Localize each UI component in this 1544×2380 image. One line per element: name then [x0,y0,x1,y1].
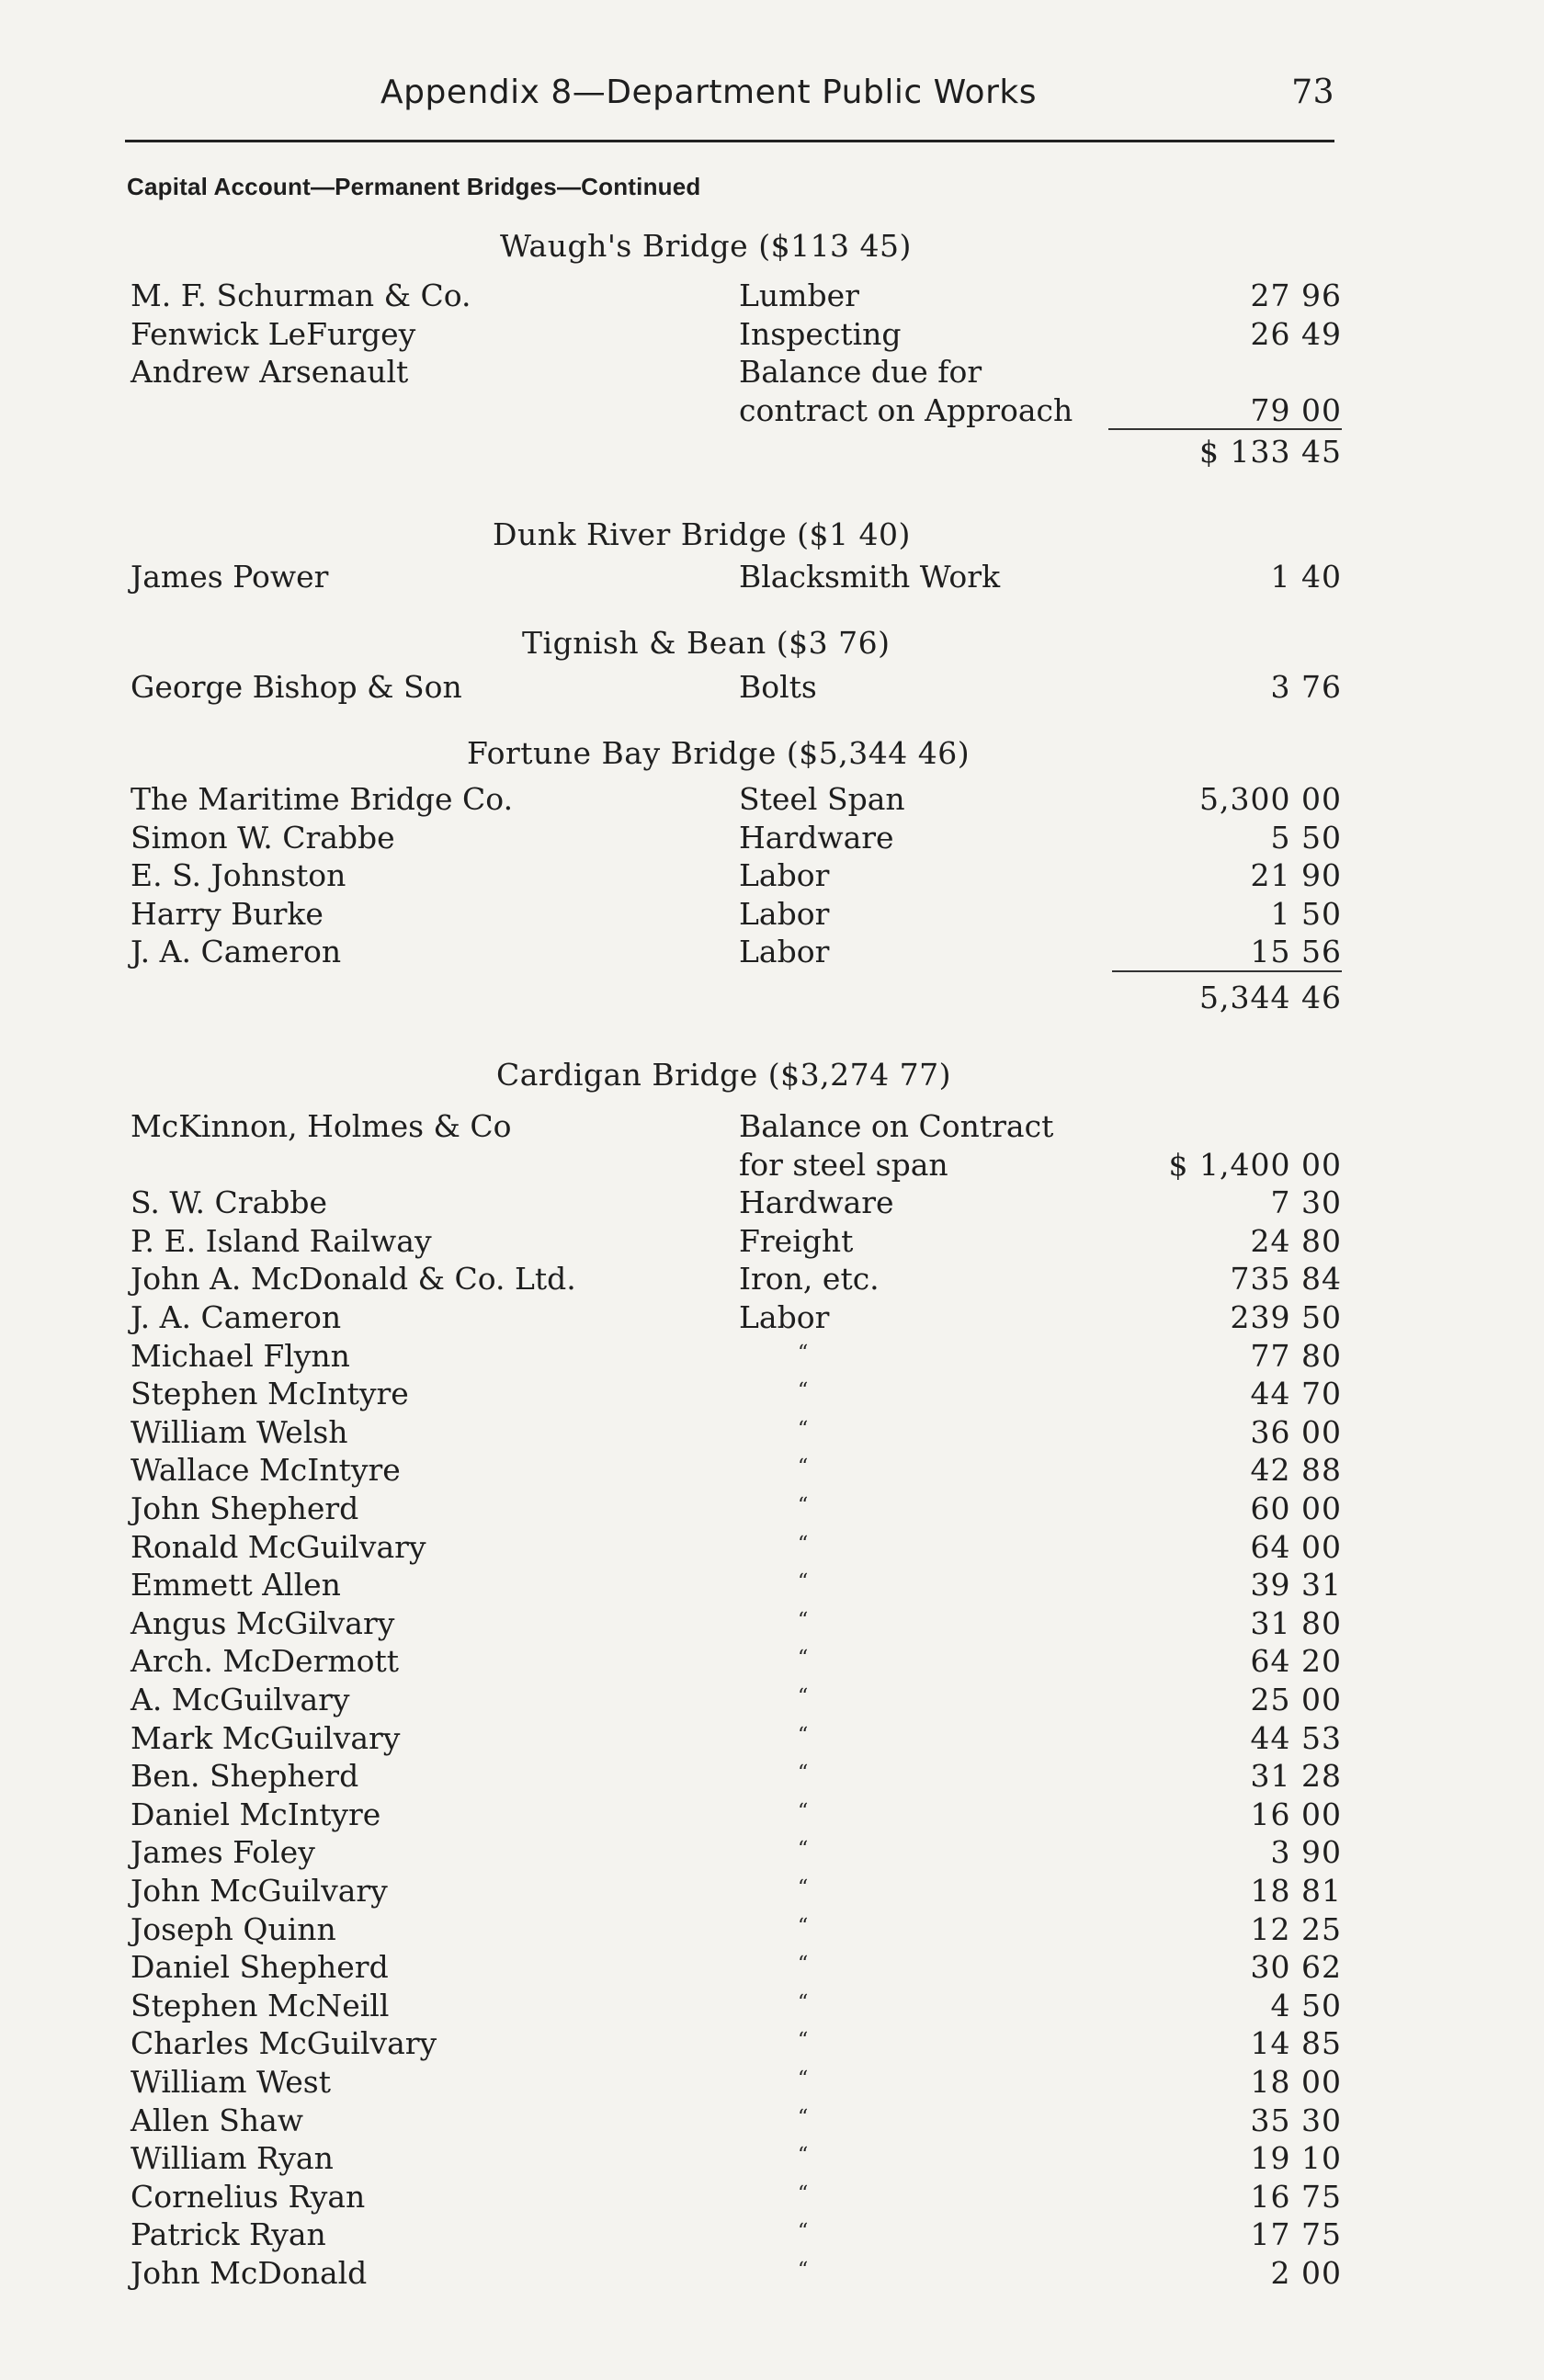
amount: 2 00 [1270,2255,1342,2291]
expense-item: “ [798,1570,809,1594]
payee-name: William Ryan [131,2140,334,2177]
ledger-row [0,1834,1544,1873]
amount: 239 50 [1230,1299,1342,1335]
expense-item: “ [798,1914,809,1938]
ledger-row [0,1643,1544,1682]
payee-name: James Foley [131,1834,315,1871]
ledger-row [0,1338,1544,1377]
expense-item: “ [798,2105,809,2129]
expense-item: Iron, etc. [739,1261,880,1298]
amount: 21 90 [1250,857,1342,894]
ledger-row [0,934,1544,972]
payee-name: Charles McGuilvary [131,2025,437,2062]
amount: 26 49 [1250,315,1342,352]
expense-item: “ [798,1379,809,1403]
amount: 64 00 [1250,1528,1342,1565]
expense-item: “ [798,1838,809,1862]
total-rule [1108,428,1342,430]
ledger-row [0,1873,1544,1911]
expense-item: Hardware [739,819,894,856]
expense-item: “ [798,1608,809,1632]
ledger-row [0,2179,1544,2217]
ledger-row [0,2025,1544,2064]
expense-item: Labor [739,934,830,970]
section-total: 5,344 46 [1199,980,1342,1015]
ledger-row [0,1949,1544,1988]
amount: 31 28 [1250,1758,1342,1795]
ledger-row [0,1605,1544,1644]
payee-name: The Maritime Bridge Co. [131,781,514,817]
amount: 39 31 [1250,1567,1342,1604]
ledger-row [0,1490,1544,1529]
ledger-row [0,1682,1544,1720]
payee-name: Ben. Shepherd [131,1758,359,1795]
ledger-row [0,781,1544,820]
expense-item: “ [798,1494,809,1517]
expense-item: “ [798,1685,809,1708]
expense-item: Lumber [739,278,859,313]
ledger-row [0,1108,1544,1147]
expense-item: “ [798,2182,809,2205]
ledger-row [0,1299,1544,1338]
running-head [125,74,1334,125]
payee-name: John McDonald [131,2255,368,2291]
amount: 735 84 [1230,1261,1342,1298]
section-total: $ 133 45 [1199,434,1342,470]
payee-name: John Shepherd [131,1490,359,1526]
payee-name: J. A. Cameron [131,934,342,970]
amount: 5 50 [1270,819,1342,856]
expense-item: for steel span [739,1146,948,1183]
ledger-row [0,1414,1544,1453]
expense-item: “ [798,1953,809,1977]
amount: 79 00 [1250,391,1342,428]
ledger-row [0,1261,1544,1299]
amount: 16 75 [1250,2178,1342,2215]
expense-item: “ [798,2029,809,2053]
payee-name: Andrew Arsenault [131,354,409,391]
expense-item: “ [798,2220,809,2244]
payee-name: James Power [131,559,329,595]
amount: 42 88 [1250,1452,1342,1489]
ledger-row [0,1758,1544,1796]
amount: 36 00 [1250,1413,1342,1450]
expense-item: “ [798,1456,809,1479]
ledger-row [0,559,1544,597]
amount: 64 20 [1250,1643,1342,1680]
page-number: 73 [1291,74,1334,111]
payee-name: Stephen McNeill [131,1987,390,2023]
expense-item: Blacksmith Work [739,559,1001,595]
expense-item: “ [798,1876,809,1899]
payee-name: Ronald McGuilvary [131,1528,426,1565]
amount: 27 96 [1250,278,1342,313]
total-rule [1112,970,1342,972]
amount: 17 75 [1250,2216,1342,2253]
section-title: Fortune Bay Bridge ($5,344 46) [467,735,971,771]
expense-item: Freight [739,1222,854,1259]
payee-name: A. McGuilvary [131,1682,350,1717]
amount: 19 10 [1250,2140,1342,2177]
payee-name: J. A. Cameron [131,1299,342,1335]
ledger-row [0,1452,1544,1490]
expense-item: Steel Span [739,781,905,817]
expense-item: Balance on Contract [739,1108,1054,1144]
amount: 7 30 [1270,1184,1342,1221]
amount: 5,300 00 [1199,781,1342,817]
amount: 31 80 [1250,1604,1342,1641]
amount: 18 81 [1250,1873,1342,1909]
table-caption: Capital Account—Permanent Bridges—Continued [127,173,701,200]
ledger-row [0,1376,1544,1414]
amount: $ 1,400 00 [1168,1146,1342,1183]
expense-item: “ [798,1647,809,1671]
expense-item: “ [798,2068,809,2091]
expense-item: “ [798,1799,809,1823]
amount: 4 50 [1270,1987,1342,2023]
ledger-row [0,1147,1544,1185]
ledger-row [0,820,1544,858]
expense-item: Inspecting [739,315,902,352]
ledger-row [0,316,1544,355]
payee-name: William West [131,2064,331,2100]
ledger-row [0,354,1544,392]
amount: 30 62 [1250,1949,1342,1986]
payee-name: Allen Shaw [131,2102,303,2138]
ledger-row [0,1988,1544,2026]
amount: 3 90 [1270,1834,1342,1871]
payee-name: George Bishop & Son [131,669,462,705]
payee-name: Wallace McIntyre [131,1452,401,1489]
payee-name: John McGuilvary [131,1873,388,1909]
running-head-title: Appendix 8—Department Public Works [380,74,1037,111]
payee-name: Mark McGuilvary [131,1719,401,1756]
expense-item: “ [798,1532,809,1556]
expense-item: Labor [739,857,830,894]
expense-item: “ [798,2259,809,2282]
payee-name: Stephen McIntyre [131,1376,409,1412]
ledger-row [0,1911,1544,1950]
expense-item: “ [798,1341,809,1365]
payee-name: McKinnon, Holmes & Co [131,1108,512,1144]
section-title: Tignish & Bean ($3 76) [522,625,891,661]
payee-name: Angus McGilvary [131,1604,395,1641]
payee-name: Harry Burke [131,895,324,932]
expense-item: “ [798,2144,809,2168]
expense-item: contract on Approach [739,391,1073,428]
ledger-row [0,1529,1544,1568]
amount: 12 25 [1250,1910,1342,1947]
payee-name: William Welsh [131,1413,348,1450]
expense-item: “ [798,1417,809,1441]
payee-name: Cornelius Ryan [131,2178,366,2215]
ledger-row [0,2140,1544,2179]
payee-name: John A. McDonald & Co. Ltd. [131,1261,576,1298]
ledger-row [0,1567,1544,1605]
ledger-row [0,2102,1544,2141]
amount: 1 50 [1270,895,1342,932]
payee-name: Patrick Ryan [131,2216,326,2253]
section-title: Waugh's Bridge ($113 45) [500,228,912,264]
payee-name: E. S. Johnston [131,857,346,894]
section-title: Dunk River Bridge ($1 40) [493,516,911,552]
expense-item: “ [798,1762,809,1785]
amount: 60 00 [1250,1490,1342,1526]
ledger-row [0,857,1544,896]
payee-name: Michael Flynn [131,1337,350,1374]
amount: 44 70 [1250,1376,1342,1412]
amount: 44 53 [1250,1719,1342,1756]
amount: 1 40 [1270,559,1342,595]
ledger-row [0,392,1544,431]
ledger-row [0,1223,1544,1262]
header-rule [125,140,1334,142]
payee-name: S. W. Crabbe [131,1184,328,1221]
ledger-row [0,896,1544,935]
payee-name: Daniel Shepherd [131,1949,389,1986]
payee-name: Arch. McDermott [131,1643,400,1680]
expense-item: “ [798,1990,809,2014]
amount: 77 80 [1250,1337,1342,1374]
payee-name: Simon W. Crabbe [131,819,395,856]
expense-item: “ [798,1723,809,1747]
expense-item: Labor [739,1299,830,1335]
expense-item: Hardware [739,1184,894,1221]
amount: 3 76 [1270,669,1342,705]
amount: 16 00 [1250,1796,1342,1832]
payee-name: M. F. Schurman & Co. [131,278,471,313]
amount: 14 85 [1250,2025,1342,2062]
payee-name: Daniel McIntyre [131,1796,381,1832]
ledger-row [0,278,1544,316]
expense-item: Balance due for [739,354,982,391]
amount: 35 30 [1250,2102,1342,2138]
amount: 15 56 [1250,934,1342,970]
expense-item: Labor [739,895,830,932]
payee-name: Joseph Quinn [131,1910,336,1947]
amount: 25 00 [1250,1682,1342,1717]
ledger-row [0,1796,1544,1835]
payee-name: P. E. Island Railway [131,1222,432,1259]
expense-item: Bolts [739,669,817,705]
ledger-row [0,1720,1544,1759]
ledger-row [0,2255,1544,2294]
ledger-row [0,669,1544,708]
amount: 24 80 [1250,1222,1342,1259]
ledger-row [0,1184,1544,1223]
payee-name: Fenwick LeFurgey [131,315,416,352]
section-title: Cardigan Bridge ($3,274 77) [496,1057,951,1093]
payee-name: Emmett Allen [131,1567,341,1604]
ledger-row [0,2216,1544,2255]
ledger-row [0,2064,1544,2102]
amount: 18 00 [1250,2064,1342,2100]
